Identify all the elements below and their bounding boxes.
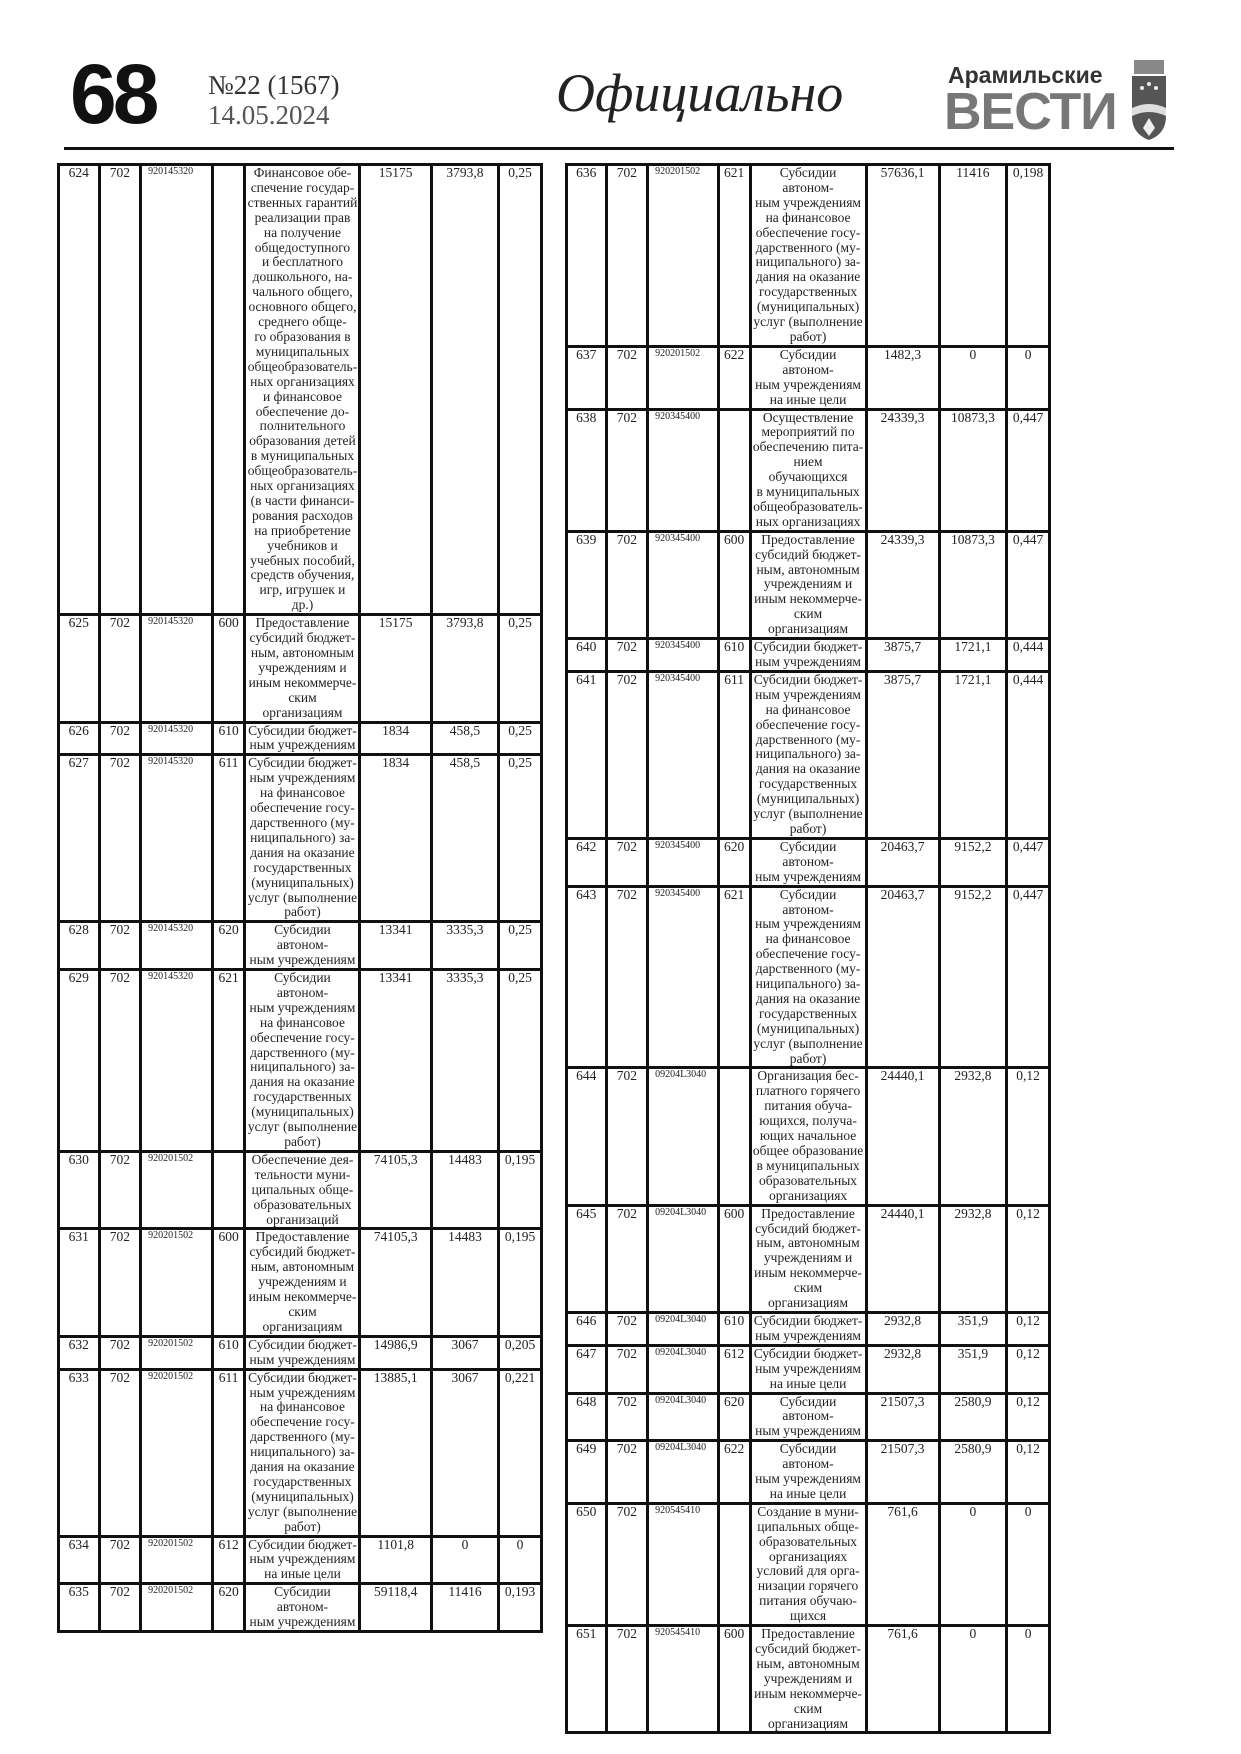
section-code: 702 <box>606 886 648 1068</box>
execution-share: 0,12 <box>1007 1393 1050 1441</box>
description: Субсидии автоном- ным учреждениям <box>245 922 360 970</box>
description: Субсидии бюджет- ным учреждениям на финансовое обеспечение госу- дарственного (му- ниципального) за- дания на оказание государственных (муниципальных) услуг (выполнение работ) <box>245 755 360 922</box>
section-code: 702 <box>606 1393 648 1441</box>
planned-amount: 15175 <box>360 615 431 722</box>
description: Субсидии автоном- ным учреждениям на финансовое обеспечение госу- дарственного (му- ниципального) за- дания на оказание государственных (муниципальных) услуг (выполнение работ) <box>750 165 866 347</box>
executed-amount: 458,5 <box>431 722 498 755</box>
execution-share: 0,12 <box>1007 1345 1050 1393</box>
planned-amount: 59118,4 <box>360 1584 431 1632</box>
section-code: 702 <box>606 838 648 886</box>
description: Субсидии бюджет- ным учреждениям на финансовое обеспечение госу- дарственного (му- ниципального) за- дания на оказание государственных (муниципальных) услуг (выполнение работ) <box>245 1369 360 1536</box>
target-code: 920345400 <box>648 531 719 638</box>
table-row <box>567 165 1050 347</box>
row-number: 647 <box>567 1345 607 1393</box>
table-row <box>567 639 1050 672</box>
table-row <box>567 1441 1050 1504</box>
section-code: 702 <box>99 1584 141 1632</box>
table-row <box>567 1312 1050 1345</box>
planned-amount: 20463,7 <box>866 838 939 886</box>
expense-type <box>718 1068 750 1205</box>
section-code: 702 <box>606 1068 648 1205</box>
row-number: 648 <box>567 1393 607 1441</box>
table-row <box>567 409 1050 531</box>
expense-type: 611 <box>212 755 245 922</box>
brand-name-top: Арамильские <box>948 62 1103 88</box>
table-row <box>59 1584 542 1632</box>
target-code: 09204L3040 <box>648 1205 719 1312</box>
execution-share: 0,198 <box>1007 165 1050 347</box>
planned-amount: 3875,7 <box>866 639 939 672</box>
executed-amount: 3067 <box>431 1336 498 1369</box>
row-number: 630 <box>59 1151 100 1229</box>
expense-type: 600 <box>718 1626 750 1733</box>
row-number: 638 <box>567 409 607 531</box>
expense-type: 620 <box>212 1584 245 1632</box>
expense-type: 600 <box>212 1229 245 1336</box>
table-row <box>567 1393 1050 1441</box>
description: Субсидии автоном- ным учреждениям <box>750 838 866 886</box>
table-row <box>567 671 1050 838</box>
table-row <box>59 1151 542 1229</box>
expense-type <box>212 1151 245 1229</box>
execution-share: 0,205 <box>499 1336 542 1369</box>
target-code: 920145320 <box>141 970 213 1152</box>
description: Субсидии бюджет- ным учреждениям на иные цели <box>245 1536 360 1584</box>
target-code: 09204L3040 <box>648 1393 719 1441</box>
target-code: 09204L3040 <box>648 1312 719 1345</box>
executed-amount: 3793,8 <box>431 615 498 722</box>
target-code: 920545410 <box>648 1503 719 1625</box>
row-number: 624 <box>59 165 100 615</box>
section-code: 702 <box>606 639 648 672</box>
execution-share: 0,25 <box>499 755 542 922</box>
expense-type: 600 <box>718 1205 750 1312</box>
target-code: 920345400 <box>648 639 719 672</box>
row-number: 628 <box>59 922 100 970</box>
target-code: 09204L3040 <box>648 1345 719 1393</box>
table-row <box>567 531 1050 638</box>
description: Субсидии бюджет- ным учреждениям <box>245 1336 360 1369</box>
expense-type: 612 <box>212 1536 245 1584</box>
executed-amount: 9152,2 <box>939 886 1006 1068</box>
target-code: 920145320 <box>141 165 213 615</box>
brand-name-bottom: ВЕСТИ <box>944 83 1117 141</box>
target-code: 920545410 <box>648 1626 719 1733</box>
execution-share: 0,12 <box>1007 1441 1050 1504</box>
table-row <box>567 346 1050 409</box>
row-number: 645 <box>567 1205 607 1312</box>
execution-share: 0,12 <box>1007 1068 1050 1205</box>
expense-type: 611 <box>212 1369 245 1536</box>
executed-amount: 458,5 <box>431 755 498 922</box>
planned-amount: 761,6 <box>866 1503 939 1625</box>
target-code: 09204L3040 <box>648 1441 719 1504</box>
table-row <box>59 615 542 722</box>
execution-share: 0,25 <box>499 922 542 970</box>
execution-share: 0,12 <box>1007 1205 1050 1312</box>
row-number: 632 <box>59 1336 100 1369</box>
page-header <box>0 0 1241 150</box>
planned-amount: 24440,1 <box>866 1068 939 1205</box>
section-code: 702 <box>606 346 648 409</box>
executed-amount: 3793,8 <box>431 165 498 615</box>
description: Обеспечение дея- тельности муни- ципальных обще- образовательных организаций <box>245 1151 360 1229</box>
row-number: 636 <box>567 165 607 347</box>
execution-share: 0,12 <box>1007 1312 1050 1345</box>
table-row <box>567 1503 1050 1625</box>
table-row <box>59 755 542 922</box>
planned-amount: 74105,3 <box>360 1229 431 1336</box>
execution-share: 0 <box>499 1536 542 1584</box>
description: Субсидии автоном- ным учреждениям на иные цели <box>750 346 866 409</box>
planned-amount: 24440,1 <box>866 1205 939 1312</box>
expense-type: 621 <box>212 970 245 1152</box>
target-code: 920145320 <box>141 922 213 970</box>
execution-share: 0,444 <box>1007 671 1050 838</box>
planned-amount: 1834 <box>360 722 431 755</box>
section-code: 702 <box>606 1503 648 1625</box>
table-row <box>567 1626 1050 1733</box>
row-number: 641 <box>567 671 607 838</box>
target-code: 09204L3040 <box>648 1068 719 1205</box>
expense-type <box>212 165 245 615</box>
row-number: 643 <box>567 886 607 1068</box>
planned-amount: 1834 <box>360 755 431 922</box>
row-number: 649 <box>567 1441 607 1504</box>
execution-share: 0 <box>1007 346 1050 409</box>
executed-amount: 2932,8 <box>939 1068 1006 1205</box>
section-code: 702 <box>99 970 141 1152</box>
execution-share: 0,447 <box>1007 531 1050 638</box>
execution-share: 0,444 <box>1007 639 1050 672</box>
description: Субсидии бюджет- ным учреждениям на финансовое обеспечение госу- дарственного (му- ниципального) за- дания на оказание государственных (муниципальных) услуг (выполнение работ) <box>750 671 866 838</box>
row-number: 626 <box>59 722 100 755</box>
planned-amount: 74105,3 <box>360 1151 431 1229</box>
executed-amount: 1721,1 <box>939 639 1006 672</box>
section-code: 702 <box>99 922 141 970</box>
table-row <box>567 838 1050 886</box>
section-code: 702 <box>606 1441 648 1504</box>
row-number: 631 <box>59 1229 100 1336</box>
table-row <box>59 1536 542 1584</box>
budget-table-right <box>565 163 1051 1734</box>
expense-type: 621 <box>718 886 750 1068</box>
description: Субсидии автоном- ным учреждениям <box>245 1584 360 1632</box>
description: Финансовое обе- спечение государ- ственных гарантий реализации прав на получение общедоступного и бесплатного дошкольного, на- чального общего, основного общего, среднего обще- го образования в муниципальных общеобразователь- ных организациях и финансовое обеспечение до- полнительного образования детей в муниципальных общеобразователь- ных организациях (в части финанси- рования расходов на приобретение учебников и учебных пособий, средств обучения, игр, игрушек и др.) <box>245 165 360 615</box>
target-code: 920201502 <box>141 1369 213 1536</box>
execution-share: 0,447 <box>1007 886 1050 1068</box>
description: Предоставление субсидий бюджет- ным, автономным учреждениям и иным некоммерче- ским организациям <box>750 1626 866 1733</box>
section-code: 702 <box>99 722 141 755</box>
section-code: 702 <box>606 409 648 531</box>
expense-type <box>718 1503 750 1625</box>
description: Субсидии бюджет- ным учреждениям на иные цели <box>750 1345 866 1393</box>
executed-amount: 10873,3 <box>939 409 1006 531</box>
section-code: 702 <box>606 531 648 638</box>
planned-amount: 13885,1 <box>360 1369 431 1536</box>
target-code: 920145320 <box>141 755 213 922</box>
section-title: Официально <box>556 63 844 123</box>
row-number: 642 <box>567 838 607 886</box>
section-code: 702 <box>606 165 648 347</box>
row-number: 635 <box>59 1584 100 1632</box>
row-number: 637 <box>567 346 607 409</box>
planned-amount: 20463,7 <box>866 886 939 1068</box>
planned-amount: 24339,3 <box>866 531 939 638</box>
execution-share: 0,193 <box>499 1584 542 1632</box>
executed-amount: 0 <box>431 1536 498 1584</box>
description: Предоставление субсидий бюджет- ным, автономным учреждениям и иным некоммерче- ским организациям <box>245 1229 360 1336</box>
row-number: 633 <box>59 1369 100 1536</box>
page-number: 68 <box>70 47 156 141</box>
executed-amount: 3067 <box>431 1369 498 1536</box>
description: Предоставление субсидий бюджет- ным, автономным учреждениям и иным некоммерче- ским организациям <box>245 615 360 722</box>
execution-share: 0 <box>1007 1503 1050 1625</box>
execution-share: 0,25 <box>499 615 542 722</box>
planned-amount: 15175 <box>360 165 431 615</box>
expense-type: 610 <box>718 639 750 672</box>
issue-date: 14.05.2024 <box>208 100 330 130</box>
executed-amount: 351,9 <box>939 1345 1006 1393</box>
expense-type: 610 <box>718 1312 750 1345</box>
description: Субсидии автоном- ным учреждениям на финансовое обеспечение госу- дарственного (му- ниципального) за- дания на оказание государственных (муниципальных) услуг (выполнение работ) <box>245 970 360 1152</box>
target-code: 920345400 <box>648 409 719 531</box>
issue-number: №22 (1567) <box>208 70 340 100</box>
execution-share: 0,25 <box>499 970 542 1152</box>
execution-share: 0 <box>1007 1626 1050 1733</box>
planned-amount: 13341 <box>360 970 431 1152</box>
expense-type: 600 <box>212 615 245 722</box>
executed-amount: 1721,1 <box>939 671 1006 838</box>
execution-share: 0,25 <box>499 722 542 755</box>
description: Субсидии автоном- ным учреждениям <box>750 1393 866 1441</box>
expense-type: 610 <box>212 722 245 755</box>
executed-amount: 3335,3 <box>431 970 498 1152</box>
expense-type: 622 <box>718 346 750 409</box>
planned-amount: 1482,3 <box>866 346 939 409</box>
row-number: 650 <box>567 1503 607 1625</box>
planned-amount: 21507,3 <box>866 1441 939 1504</box>
section-code: 702 <box>99 755 141 922</box>
table-row <box>567 1345 1050 1393</box>
executed-amount: 11416 <box>431 1584 498 1632</box>
execution-share: 0,447 <box>1007 409 1050 531</box>
description: Организация бес- платного горячего питания обуча- ющихся, получа- ющих начальное общее образование в муниципальных образовательных организациях <box>750 1068 866 1205</box>
executed-amount: 11416 <box>939 165 1006 347</box>
section-code: 702 <box>99 1229 141 1336</box>
section-code: 702 <box>606 1345 648 1393</box>
section-code: 702 <box>606 1312 648 1345</box>
target-code: 920201502 <box>141 1229 213 1336</box>
description: Предоставление субсидий бюджет- ным, автономным учреждениям и иным некоммерче- ским организациям <box>750 531 866 638</box>
target-code: 920201502 <box>648 346 719 409</box>
budget-table-left <box>57 163 543 1633</box>
description: Осуществление мероприятий по обеспечению пита- нием обучающихся в муниципальных общеобразователь- ных организациях <box>750 409 866 531</box>
planned-amount: 13341 <box>360 922 431 970</box>
row-number: 651 <box>567 1626 607 1733</box>
expense-type: 621 <box>718 165 750 347</box>
executed-amount: 0 <box>939 1626 1006 1733</box>
row-number: 634 <box>59 1536 100 1584</box>
target-code: 920145320 <box>141 722 213 755</box>
row-number: 627 <box>59 755 100 922</box>
description: Предоставление субсидий бюджет- ным, автономным учреждениям и иным некоммерче- ским организациям <box>750 1205 866 1312</box>
description: Субсидии бюджет- ным учреждениям <box>750 639 866 672</box>
table-row <box>59 1369 542 1536</box>
executed-amount: 9152,2 <box>939 838 1006 886</box>
executed-amount: 0 <box>939 346 1006 409</box>
target-code: 920345400 <box>648 838 719 886</box>
table-row <box>567 1205 1050 1312</box>
expense-type: 610 <box>212 1336 245 1369</box>
table-row <box>567 886 1050 1068</box>
section-code: 702 <box>606 671 648 838</box>
target-code: 920345400 <box>648 886 719 1068</box>
table-row <box>59 1336 542 1369</box>
section-code: 702 <box>99 165 141 615</box>
section-code: 702 <box>99 615 141 722</box>
expense-type: 612 <box>718 1345 750 1393</box>
row-number: 640 <box>567 639 607 672</box>
row-number: 629 <box>59 970 100 1152</box>
description: Субсидии бюджет- ным учреждениям <box>750 1312 866 1345</box>
planned-amount: 3875,7 <box>866 671 939 838</box>
execution-share: 0,221 <box>499 1369 542 1536</box>
table-row <box>59 922 542 970</box>
row-number: 639 <box>567 531 607 638</box>
planned-amount: 2932,8 <box>866 1345 939 1393</box>
target-code: 920145320 <box>141 615 213 722</box>
row-number: 646 <box>567 1312 607 1345</box>
section-code: 702 <box>99 1336 141 1369</box>
executed-amount: 2580,9 <box>939 1441 1006 1504</box>
target-code: 920201502 <box>141 1151 213 1229</box>
target-code: 920201502 <box>648 165 719 347</box>
row-number: 644 <box>567 1068 607 1205</box>
planned-amount: 2932,8 <box>866 1312 939 1345</box>
target-code: 920201502 <box>141 1336 213 1369</box>
execution-share: 0,195 <box>499 1151 542 1229</box>
executed-amount: 14483 <box>431 1151 498 1229</box>
executed-amount: 2580,9 <box>939 1393 1006 1441</box>
executed-amount: 10873,3 <box>939 531 1006 638</box>
expense-type: 622 <box>718 1441 750 1504</box>
planned-amount: 57636,1 <box>866 165 939 347</box>
table-row <box>567 1068 1050 1205</box>
planned-amount: 1101,8 <box>360 1536 431 1584</box>
execution-share: 0,195 <box>499 1229 542 1336</box>
table-row <box>59 970 542 1152</box>
table-row <box>59 722 542 755</box>
table-row <box>59 1229 542 1336</box>
executed-amount: 3335,3 <box>431 922 498 970</box>
execution-share: 0,447 <box>1007 838 1050 886</box>
target-code: 920345400 <box>648 671 719 838</box>
execution-share: 0,25 <box>499 165 542 615</box>
executed-amount: 0 <box>939 1503 1006 1625</box>
section-code: 702 <box>99 1536 141 1584</box>
planned-amount: 24339,3 <box>866 409 939 531</box>
row-number: 625 <box>59 615 100 722</box>
expense-type: 611 <box>718 671 750 838</box>
description: Субсидии автоном- ным учреждениям на иные цели <box>750 1441 866 1504</box>
description: Субсидии бюджет- ным учреждениям <box>245 722 360 755</box>
target-code: 920201502 <box>141 1584 213 1632</box>
executed-amount: 14483 <box>431 1229 498 1336</box>
executed-amount: 2932,8 <box>939 1205 1006 1312</box>
header-rule <box>64 147 1174 150</box>
expense-type <box>718 409 750 531</box>
section-code: 702 <box>606 1205 648 1312</box>
expense-type: 620 <box>718 838 750 886</box>
table-row <box>59 165 542 615</box>
expense-type: 600 <box>718 531 750 638</box>
executed-amount: 351,9 <box>939 1312 1006 1345</box>
expense-type: 620 <box>212 922 245 970</box>
coat-of-arms-icon <box>1128 60 1170 140</box>
expense-type: 620 <box>718 1393 750 1441</box>
planned-amount: 761,6 <box>866 1626 939 1733</box>
description: Субсидии автоном- ным учреждениям на финансовое обеспечение госу- дарственного (му- ниципального) за- дания на оказание государственных (муниципальных) услуг (выполнение работ) <box>750 886 866 1068</box>
target-code: 920201502 <box>141 1536 213 1584</box>
planned-amount: 14986,9 <box>360 1336 431 1369</box>
section-code: 702 <box>99 1369 141 1536</box>
description: Создание в муни- ципальных обще- образовательных организациях условий для орга- низации горячего питания обучаю- щихся <box>750 1503 866 1625</box>
planned-amount: 21507,3 <box>866 1393 939 1441</box>
section-code: 702 <box>99 1151 141 1229</box>
section-code: 702 <box>606 1626 648 1733</box>
